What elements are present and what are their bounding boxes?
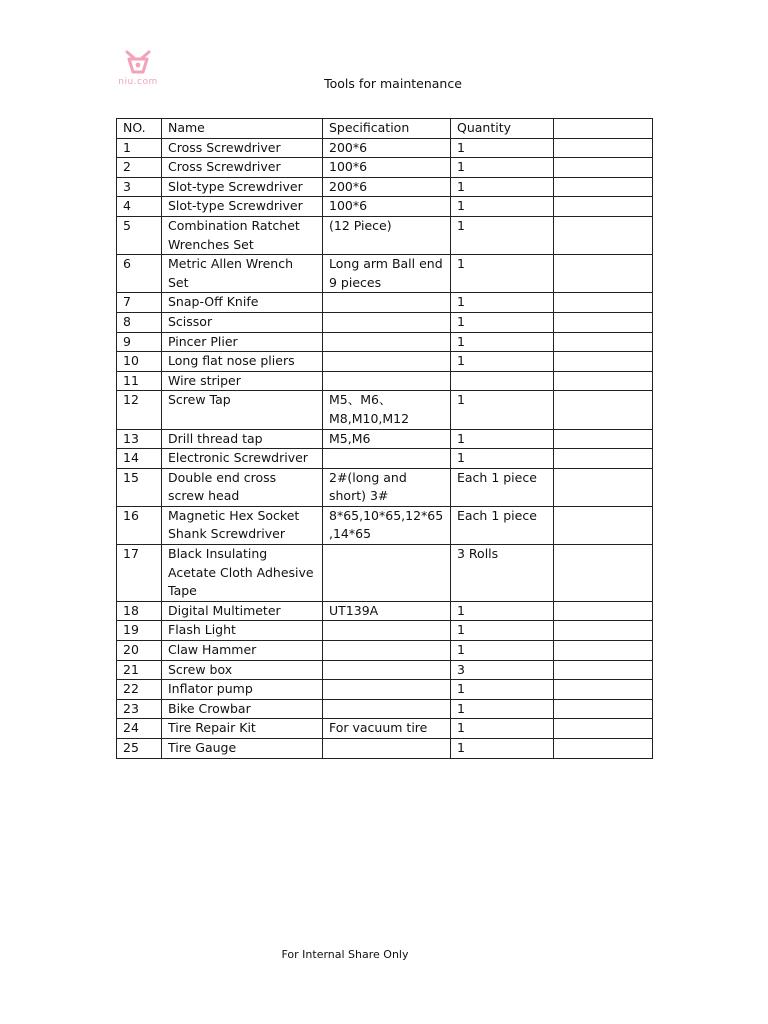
cell-specification [323,293,451,313]
cell-name: Bike Crowbar [162,699,323,719]
cell-no: 24 [117,719,162,739]
cell-extra [554,506,653,544]
table-row [117,391,653,429]
cell-quantity: 1 [451,255,554,293]
cell-extra [554,138,653,158]
header-extra [554,119,653,139]
cell-quantity: 3 [451,660,554,680]
table-row [117,197,653,217]
cell-extra [554,332,653,352]
cell-no: 23 [117,699,162,719]
cell-specification [323,332,451,352]
table-header-row [117,119,653,139]
cell-name: Cross Screwdriver [162,138,323,158]
cell-name: Digital Multimeter [162,601,323,621]
cell-no: 15 [117,468,162,506]
niu-logo-icon [123,50,153,76]
table-row [117,545,653,602]
cell-name: Screw box [162,660,323,680]
cell-name: Screw Tap [162,391,323,429]
table-row [117,255,653,293]
cell-extra [554,197,653,217]
cell-name: Slot-type Screwdriver [162,177,323,197]
table-row [117,680,653,700]
cell-specification: UT139A [323,601,451,621]
table-row [117,699,653,719]
table-row [117,621,653,641]
cell-quantity: Each 1 piece [451,468,554,506]
table-row [117,739,653,759]
cell-name: Flash Light [162,621,323,641]
cell-specification [323,545,451,602]
table-row [117,371,653,391]
cell-name: Tire Repair Kit [162,719,323,739]
table-row [117,352,653,372]
cell-extra [554,545,653,602]
cell-quantity: Each 1 piece [451,506,554,544]
cell-no: 11 [117,371,162,391]
cell-name: Combination Ratchet Wrenches Set [162,216,323,254]
cell-quantity: 1 [451,699,554,719]
cell-no: 19 [117,621,162,641]
table-row [117,449,653,469]
cell-no: 12 [117,391,162,429]
cell-name: Magnetic Hex Socket Shank Screwdriver [162,506,323,544]
cell-extra [554,312,653,332]
cell-extra [554,449,653,469]
cell-no: 18 [117,601,162,621]
cell-name: Snap-Off Knife [162,293,323,313]
cell-quantity: 1 [451,621,554,641]
header-no: NO. [117,119,162,139]
cell-specification: 8*65,10*65,12*65,14*65 [323,506,451,544]
cell-extra [554,391,653,429]
table-row [117,312,653,332]
table-row [117,601,653,621]
cell-no: 6 [117,255,162,293]
cell-quantity: 1 [451,680,554,700]
cell-specification: M5,M6 [323,429,451,449]
cell-specification [323,660,451,680]
cell-no: 3 [117,177,162,197]
cell-extra [554,660,653,680]
cell-extra [554,216,653,254]
cell-name: Long flat nose pliers [162,352,323,372]
cell-specification: 200*6 [323,177,451,197]
cell-name: Double end cross screw head [162,468,323,506]
tools-table [116,118,653,759]
cell-quantity: 1 [451,391,554,429]
cell-specification [323,641,451,661]
cell-quantity: 1 [451,197,554,217]
table-body [117,138,653,758]
cell-quantity: 1 [451,138,554,158]
cell-quantity [451,371,554,391]
table-row [117,506,653,544]
cell-specification [323,621,451,641]
table-row [117,138,653,158]
header-name: Name [162,119,323,139]
cell-specification [323,680,451,700]
cell-name: Claw Hammer [162,641,323,661]
table-row [117,641,653,661]
cell-quantity: 1 [451,332,554,352]
cell-specification [323,352,451,372]
cell-specification [323,371,451,391]
cell-no: 17 [117,545,162,602]
cell-quantity: 1 [451,449,554,469]
cell-quantity: 1 [451,719,554,739]
cell-name: Wire striper [162,371,323,391]
footer-note: For Internal Share Only [281,948,409,961]
cell-no: 25 [117,739,162,759]
cell-no: 9 [117,332,162,352]
cell-name: Cross Screwdriver [162,158,323,178]
cell-no: 8 [117,312,162,332]
cell-extra [554,739,653,759]
cell-quantity: 1 [451,312,554,332]
cell-extra [554,601,653,621]
table-row [117,719,653,739]
cell-quantity: 1 [451,158,554,178]
cell-name: Scissor [162,312,323,332]
cell-name: Metric Allen Wrench Set [162,255,323,293]
cell-specification: 100*6 [323,197,451,217]
cell-quantity: 3 Rolls [451,545,554,602]
cell-specification [323,312,451,332]
document-title: Tools for maintenance [324,76,462,91]
cell-name: Electronic Screwdriver [162,449,323,469]
cell-quantity: 1 [451,739,554,759]
table-row [117,429,653,449]
cell-specification: (12 Piece) [323,216,451,254]
cell-specification: 100*6 [323,158,451,178]
cell-specification: For vacuum tire [323,719,451,739]
cell-name: Tire Gauge [162,739,323,759]
cell-specification: M5、M6、M8,M10,M12 [323,391,451,429]
cell-extra [554,680,653,700]
cell-quantity: 1 [451,216,554,254]
cell-no: 22 [117,680,162,700]
header-specification: Specification [323,119,451,139]
cell-specification [323,699,451,719]
cell-quantity: 1 [451,641,554,661]
table-row [117,158,653,178]
cell-no: 4 [117,197,162,217]
cell-specification: Long arm Ball end 9 pieces [323,255,451,293]
table-row [117,177,653,197]
cell-extra [554,641,653,661]
cell-extra [554,371,653,391]
cell-extra [554,719,653,739]
cell-no: 7 [117,293,162,313]
cell-no: 20 [117,641,162,661]
cell-extra [554,468,653,506]
cell-quantity: 1 [451,177,554,197]
cell-extra [554,429,653,449]
cell-extra [554,255,653,293]
cell-name: Slot-type Screwdriver [162,197,323,217]
cell-no: 5 [117,216,162,254]
cell-no: 21 [117,660,162,680]
cell-no: 13 [117,429,162,449]
cell-specification: 200*6 [323,138,451,158]
cell-specification: 2#(long and short) 3# [323,468,451,506]
cell-specification [323,449,451,469]
cell-no: 10 [117,352,162,372]
cell-name: Drill thread tap [162,429,323,449]
cell-extra [554,293,653,313]
cell-name: Black Insulating Acetate Cloth Adhesive Tape [162,545,323,602]
cell-name: Inflator pump [162,680,323,700]
cell-quantity: 1 [451,352,554,372]
cell-name: Pincer Plier [162,332,323,352]
table-row [117,468,653,506]
header-quantity: Quantity [451,119,554,139]
cell-quantity: 1 [451,293,554,313]
cell-specification [323,739,451,759]
cell-extra [554,352,653,372]
cell-extra [554,699,653,719]
cell-no: 14 [117,449,162,469]
table-row [117,293,653,313]
cell-extra [554,621,653,641]
table-row [117,216,653,254]
cell-no: 16 [117,506,162,544]
logo-text: niu.com [118,77,158,87]
cell-no: 2 [117,158,162,178]
table-row [117,332,653,352]
cell-quantity: 1 [451,429,554,449]
table-row [117,660,653,680]
cell-extra [554,177,653,197]
cell-quantity: 1 [451,601,554,621]
cell-no: 1 [117,138,162,158]
cell-extra [554,158,653,178]
